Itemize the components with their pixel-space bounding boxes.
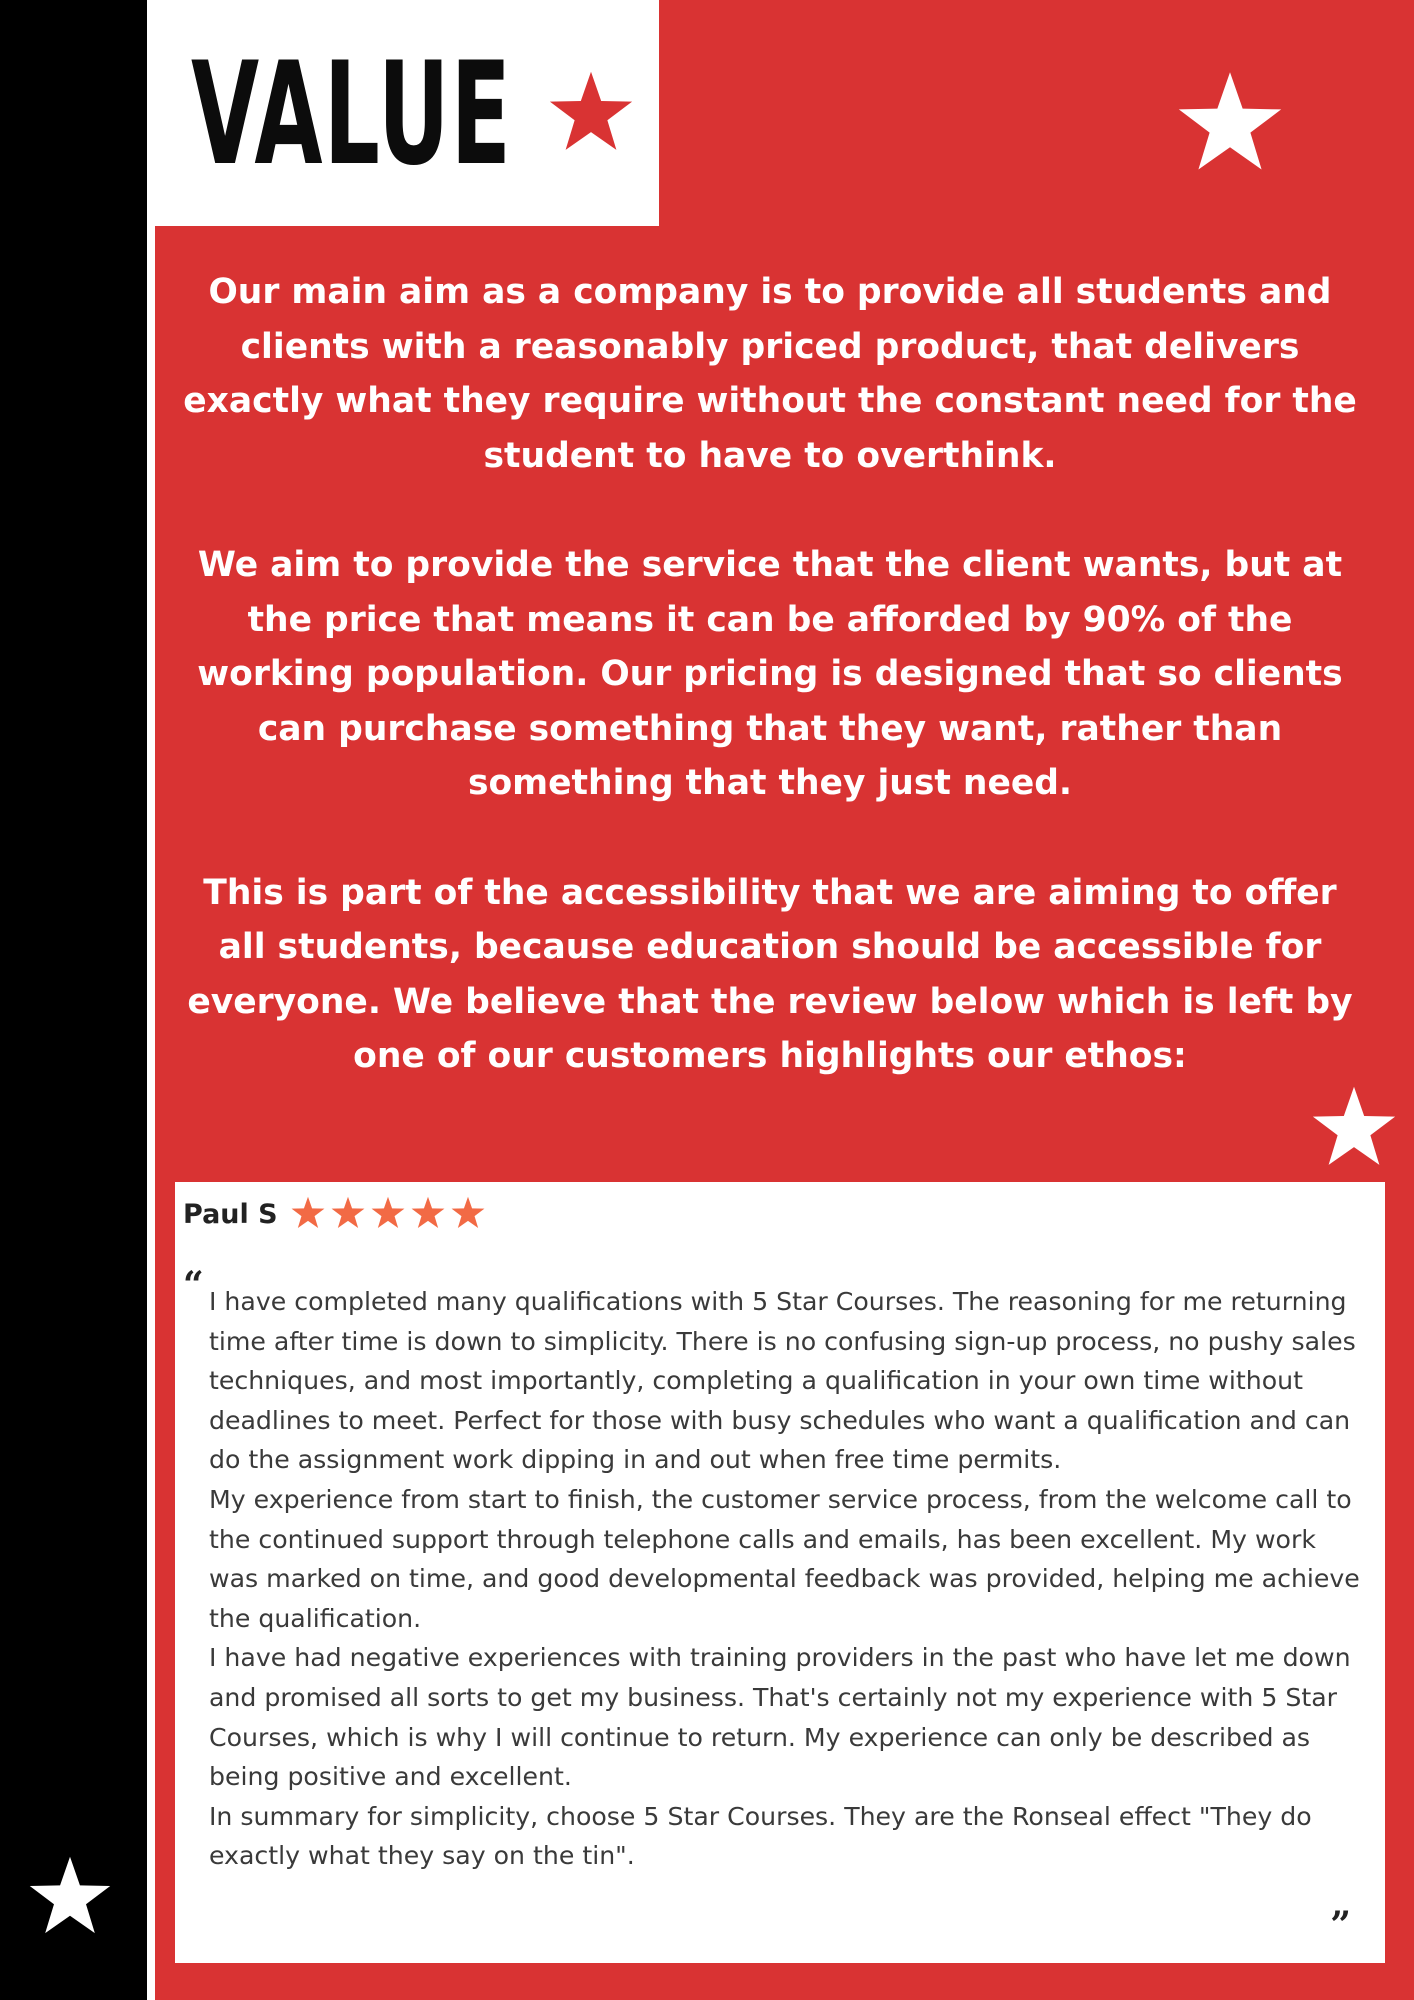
review-paragraph: My experience from start to finish, the customer service process, from the welcome call to the continued support through telephone calls and emails, has been excellent. My work was marked on time, and good developmental feedback was provided, helping me achieve the qualification.: [209, 1484, 1360, 1633]
value-statement: [175, 265, 1365, 1084]
decorative-star-icon-top-right: [1172, 70, 1288, 182]
rating-star-icon: [330, 1196, 366, 1232]
review-paragraph: I have had negative experiences with training providers in the past who have let me down and promised all sorts to get my business. That's certainly not my experience with 5 Star Courses, which is why I will continue to return. My experience can only be described as being positive and excellent.: [209, 1643, 1351, 1792]
review-paragraph: I have completed many qualifications with 5 Star Courses. The reasoning for me returning time after time is down to simplicity. There is no confusing sign-up process, no pushy sales techniques, and most importantly, completing a qualification in your own time without deadlines to meet. Perfect for those with busy schedules who want a qualification and can do the assignment work dipping in and out when free time permits.: [209, 1287, 1356, 1475]
close-quote-icon: ”: [1330, 1904, 1351, 1946]
rating-star-icon: [370, 1196, 406, 1232]
title-star-shape: [550, 72, 632, 150]
rating-star-icon: [450, 1196, 486, 1232]
page-title: VALUE: [191, 32, 513, 197]
review-text: [209, 1282, 1369, 1876]
intro-paragraph: This is part of the accessibility that we are aiming to offer all students, because education should be accessible for everyone. We believe that the review below which is left by one of our customers highlights our ethos:: [187, 872, 1353, 1076]
open-quote-icon: “: [183, 1264, 204, 1306]
star-rating: [290, 1192, 490, 1236]
decorative-star-icon-bottom-left: [24, 1855, 116, 1943]
intro-paragraph: We aim to provide the service that the client wants, but at the price that means it can be afforded by 90% of the working population. Our pricing is designed that so clients can purchase something that they want, rather than something that they just need.: [197, 545, 1343, 803]
rating-star-icon: [410, 1196, 446, 1232]
left-black-band: [0, 0, 147, 2000]
customer-review-card: [175, 1182, 1385, 1963]
rating-star-icon: [290, 1196, 326, 1232]
reviewer-name: Paul S: [183, 1199, 278, 1230]
decorative-star-icon-right-edge: [1308, 1085, 1400, 1175]
intro-paragraph: Our main aim as a company is to provide all students and clients with a reasonably priced product, that delivers exactly what they require without the constant need for the student to have to overthink.: [183, 272, 1357, 476]
review-paragraph: In summary for simplicity, choose 5 Star Courses. They are the Ronseal effect "They do exactly what they say on the tin".: [209, 1801, 1312, 1871]
title-star-icon: [546, 70, 636, 160]
